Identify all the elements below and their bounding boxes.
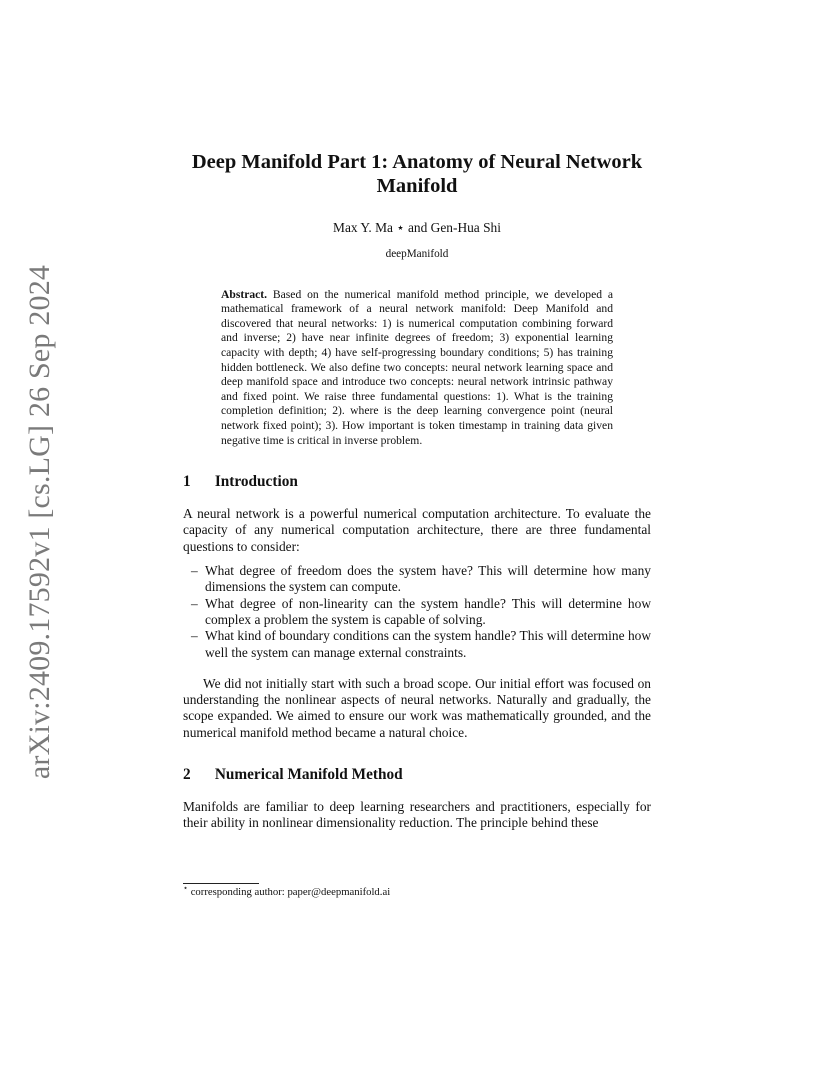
list-item-text: What kind of boundary conditions can the system handle? This will determine how well the system can manage external constraints. <box>205 628 651 660</box>
footnote <box>183 883 643 899</box>
bullet-marker: – <box>191 563 198 579</box>
footnote-marker: ⋆ <box>183 883 189 893</box>
bullet-marker: – <box>191 628 198 644</box>
list-item <box>183 563 651 596</box>
author-list: Max Y. Ma ⋆ and Gen-Hua Shi <box>333 220 501 235</box>
question-list <box>183 563 651 661</box>
abstract <box>221 288 613 449</box>
bullet-marker: – <box>191 595 198 611</box>
paper-title: Deep Manifold Part 1: Anatomy of Neural Network Manifold <box>191 151 643 197</box>
list-item <box>183 628 651 661</box>
abstract-text: Based on the numerical manifold method principle, we developed a mathematical framework of a neural network manifold: Deep Manifold and discovered that neural networks: 1) is numerical computation combining forward and inverse; 2) have near infinite degrees of freedom; 3) exponential learning capacity with depth; 4) have self-progressing boundary conditions; 5) has training hidden bottleneck. We also define two concepts: neural network learning space and deep manifold space and introduce two concepts: neural network intrinsic pathway and fixed point. We raise three fundamental questions: 1). What is the training completion definition; 2). where is the deep learning convergence point (neural network fixed point); 3). How important is token timestamp in training data given negative time is critical in inverse problem. <box>221 287 614 447</box>
section-title: Introduction <box>214 473 298 491</box>
list-item <box>183 596 651 629</box>
footnote-text: corresponding author: paper@deepmanifold.ai <box>190 886 391 898</box>
scope-paragraph: We did not initially start with such a broad scope. Our initial effort was focused on understanding the nonlinear aspects of neural networks. Naturally and gradually, the scope expanded. We aimed to ensure our work was mathematically grounded, and the numerical manifold method became a natural choice. <box>183 675 651 740</box>
list-item-text: What degree of non-linearity can the system handle? This will determine how complex a problem the system is capable of solving. <box>205 595 651 627</box>
arxiv-side-stamp: arXiv:2409.17592v1 [cs.LG] 26 Sep 2024 <box>23 264 56 780</box>
footnote-divider <box>183 883 259 884</box>
section-number: 2 <box>183 765 191 783</box>
paper-body <box>183 150 651 832</box>
manifold-paragraph: Manifolds are familiar to deep learning researchers and practitioners, especially for their ability in nonlinear dimensionality reduction. The principle behind these <box>183 798 651 831</box>
affiliation: deepManifold <box>385 248 449 261</box>
abstract-label: Abstract. <box>221 287 268 301</box>
section-heading-numerical-manifold-method <box>183 766 651 784</box>
section-number: 1 <box>183 473 191 491</box>
section-title: Numerical Manifold Method <box>214 765 403 783</box>
section-heading-introduction <box>183 473 651 491</box>
list-item-text: What degree of freedom does the system have? This will determine how many dimensions the system can compute. <box>205 563 651 595</box>
intro-paragraph: A neural network is a powerful numerical computation architecture. To evaluate the capacity of any numerical computation architecture, there are three fundamental questions to consider: <box>183 506 651 554</box>
